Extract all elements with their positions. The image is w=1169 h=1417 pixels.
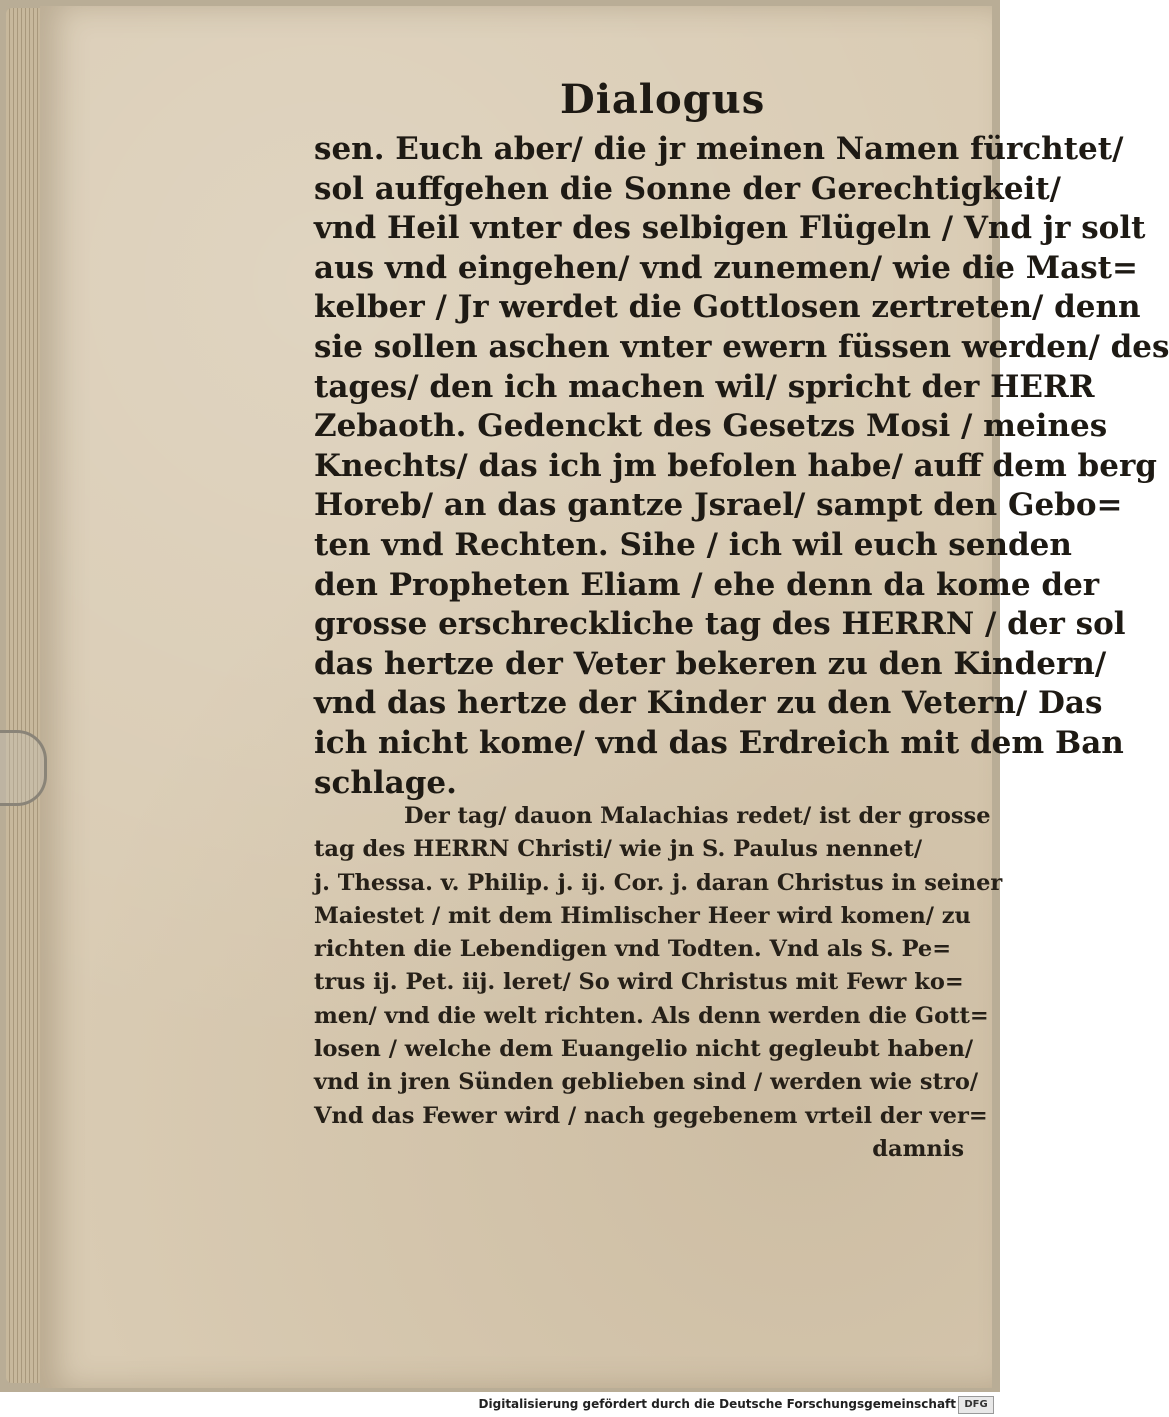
main-text-line: sen. Euch aber/ die jr meinen Namen fürchtet/ xyxy=(314,131,1124,167)
main-text-line: Zebaoth. Gedenckt des Gesetzs Mosi / meines xyxy=(314,408,1108,445)
catchword: damnis xyxy=(872,1135,964,1162)
commentary-line: losen / welche dem Euangelio nicht gegleubt haben/ xyxy=(314,1036,974,1063)
commentary-line: Vnd das Fewer wird / nach gegebenem vrteil der ver= xyxy=(314,1102,988,1129)
main-text-line: den Propheten Eliam / ehe denn da kome der xyxy=(314,566,1100,603)
commentary-line: Maiestet / mit dem Himlischer Heer wird komen/ zu xyxy=(314,902,971,929)
commentary-line: tag des HERRN Christi/ wie jn S. Paulus nennet/ xyxy=(314,836,923,863)
main-text-line: Knechts/ das ich jm befolen habe/ auff dem berg xyxy=(314,447,1157,484)
funding-credit: Digitalisierung gefördert durch die Deutsche Forschungsgemeinschaft xyxy=(478,1397,956,1411)
commentary-block xyxy=(314,800,1003,1166)
main-text-line: ich nicht kome/ vnd das Erdreich mit dem Ban xyxy=(314,724,1124,761)
main-text-line: tages/ den ich machen wil/ spricht der HERR xyxy=(314,368,1095,405)
commentary-line: Der tag/ dauon Malachias redet/ ist der grosse xyxy=(404,803,991,829)
main-text-line: vnd Heil vnter des selbigen Flügeln / Vnd jr solt xyxy=(314,210,1146,247)
footer-bar xyxy=(0,1392,1000,1417)
main-text-line: sie sollen aschen vnter ewern füssen werden/ des xyxy=(314,328,1169,365)
main-text-line: ten vnd Rechten. Sihe / ich wil euch senden xyxy=(314,526,1072,563)
main-text-line: vnd das hertze der Kinder zu den Vetern/ Das xyxy=(314,685,1103,722)
main-text-block xyxy=(314,130,1169,803)
commentary-line: richten die Lebendigen vnd Todten. Vnd als S. Pe= xyxy=(314,936,952,963)
commentary-line: men/ vnd die welt richten. Als denn werden die Gott= xyxy=(314,1002,989,1029)
main-text-line: grosse erschreckliche tag des HERRN / der sol xyxy=(314,606,1126,643)
main-text-line: Horeb/ an das gantze Jsrael/ sampt den Gebo= xyxy=(314,487,1123,524)
page-clip-icon xyxy=(0,730,47,806)
dfg-logo-icon: DFG xyxy=(958,1396,994,1414)
commentary-line: vnd in jren Sünden geblieben sind / werden wie stro/ xyxy=(314,1069,979,1096)
commentary-line: j. Thessa. v. Philip. j. ij. Cor. j. daran Christus in seiner xyxy=(314,869,1003,896)
running-title: Dialogus xyxy=(560,76,766,123)
main-text-line: sol auffgehen die Sonne der Gerechtigkeit/ xyxy=(314,170,1061,207)
main-text-line: das hertze der Veter bekeren zu den Kindern/ xyxy=(314,645,1107,682)
main-text-line: schlage. xyxy=(314,764,457,801)
main-text-line: aus vnd eingehen/ vnd zunemen/ wie die Mast= xyxy=(314,249,1138,286)
main-text-line: kelber / Jr werdet die Gottlosen zertreten/ denn xyxy=(314,289,1141,326)
commentary-line: trus ij. Pet. iij. leret/ So wird Christus mit Fewr ko= xyxy=(314,969,964,996)
